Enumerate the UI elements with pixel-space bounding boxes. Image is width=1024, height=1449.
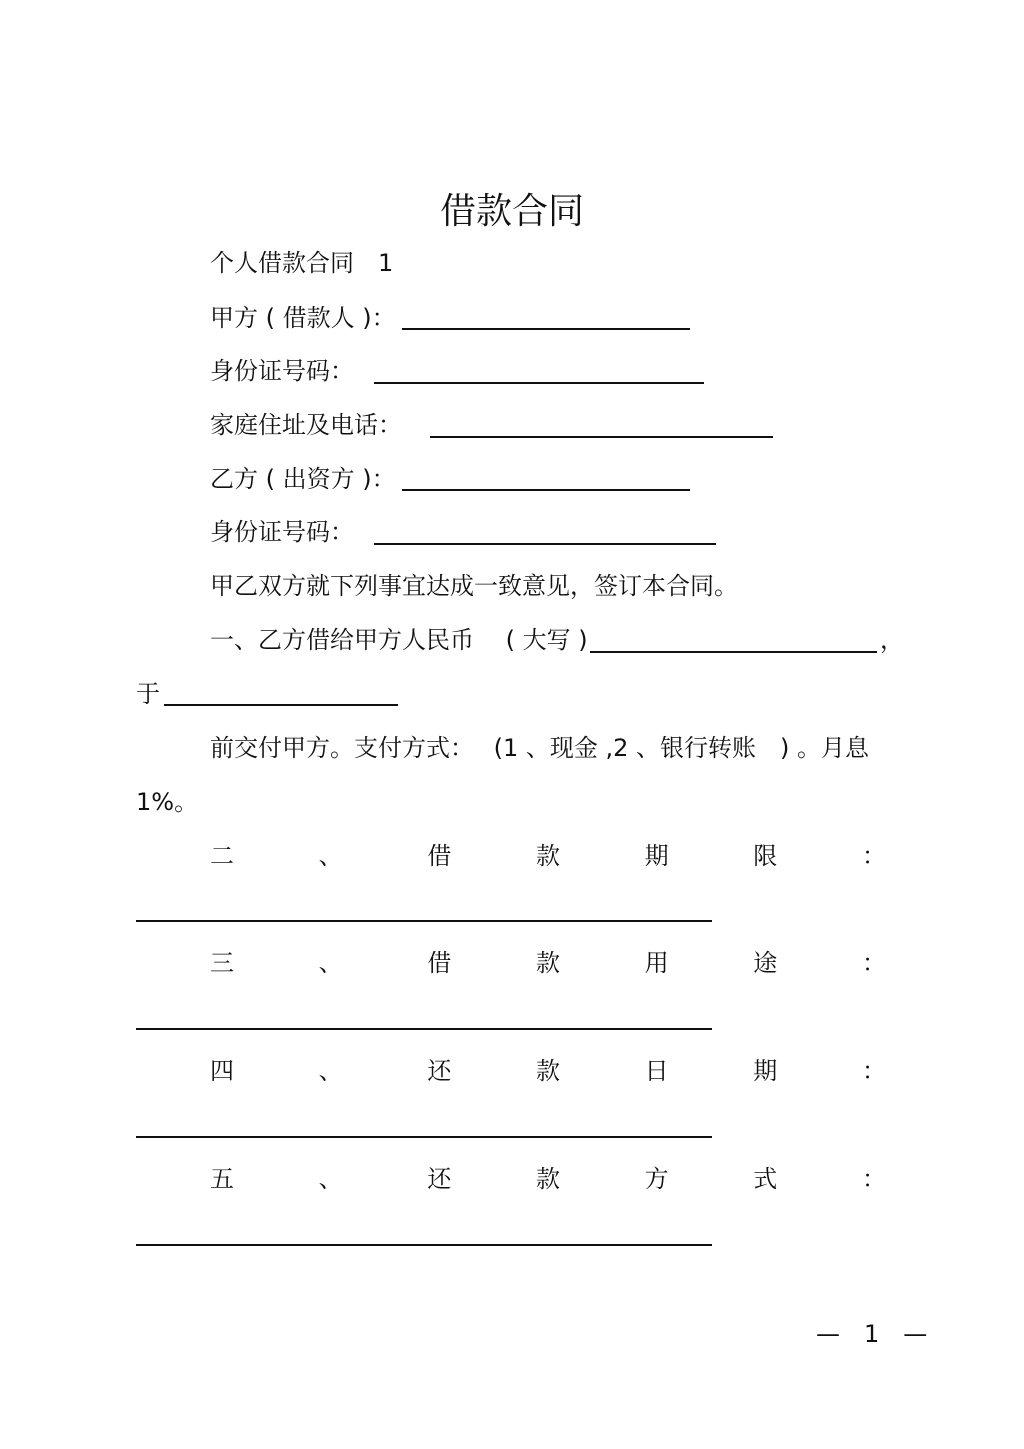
id-a-blank [374, 382, 704, 384]
clause-3-blank [136, 1028, 712, 1030]
id-a-label: 身份证号码： [210, 357, 354, 385]
clause-char: ： [861, 1057, 886, 1085]
clause-char: 四 [210, 1057, 234, 1085]
clause-char: 、 [318, 1165, 343, 1193]
document-title: 借款合同 [439, 191, 584, 232]
clause-char: 式 [753, 1165, 778, 1193]
clause-char: 借 [427, 949, 452, 977]
clause-char: ： [861, 1165, 886, 1193]
clause-1-line-2-prefix: 于 [136, 680, 160, 708]
party-b-blank [402, 489, 690, 491]
party-b-label: 乙方 ( 出资方 )： [210, 465, 396, 493]
clause-4-heading [210, 1055, 886, 1087]
clause-char: 款 [535, 1057, 560, 1085]
clause-char: 期 [644, 842, 669, 870]
address-blank [430, 436, 773, 438]
clause-1-comma: ， [880, 626, 904, 654]
party-a-label: 甲方 ( 借款人 )： [210, 304, 396, 332]
delivery-date-blank [164, 704, 398, 706]
clause-2-blank [136, 920, 712, 922]
clause-char: 款 [535, 949, 560, 977]
clause-char: 方 [644, 1165, 669, 1193]
clause-1-line-4: 1%。 [136, 788, 199, 816]
clause-5-heading [210, 1163, 886, 1195]
clause-char: 借 [427, 842, 452, 870]
clause-char: 限 [753, 842, 778, 870]
clause-char: 五 [210, 1165, 234, 1193]
clause-char: 日 [644, 1057, 669, 1085]
clause-4-blank [136, 1136, 712, 1138]
clause-char: ： [861, 842, 886, 870]
subtitle: 个人借款合同 1 [210, 249, 394, 277]
clause-char: 款 [535, 842, 560, 870]
clause-char: 三 [210, 949, 234, 977]
clause-3-heading [210, 947, 886, 979]
clause-char: 款 [535, 1165, 560, 1193]
clause-char: 还 [427, 1165, 452, 1193]
clause-char: 、 [318, 1057, 343, 1085]
clause-1-line-1: 一、乙方借给甲方人民币 ( 大写 ) [210, 626, 588, 654]
clause-char: 还 [427, 1057, 452, 1085]
clause-2-heading [210, 840, 886, 872]
address-label: 家庭住址及电话： [210, 411, 402, 439]
intro-text: 甲乙双方就下列事宜达成一致意见，签订本合同。 [210, 572, 738, 600]
party-a-blank [402, 328, 690, 330]
clause-char: 途 [753, 949, 778, 977]
id-b-label: 身份证号码： [210, 518, 354, 546]
clause-char: 二 [210, 842, 234, 870]
page-number: — 1 — [816, 1320, 928, 1348]
clause-1-line-3: 前交付甲方。支付方式： (1 、现金 ,2 、银行转账 ) 。月息 [210, 734, 870, 762]
clause-5-blank [136, 1244, 712, 1246]
clause-char: 、 [318, 949, 343, 977]
clause-char: 用 [644, 949, 669, 977]
clause-char: ： [861, 949, 886, 977]
id-b-blank [374, 543, 716, 545]
amount-blank [590, 651, 877, 653]
clause-char: 期 [753, 1057, 778, 1085]
clause-char: 、 [318, 842, 343, 870]
